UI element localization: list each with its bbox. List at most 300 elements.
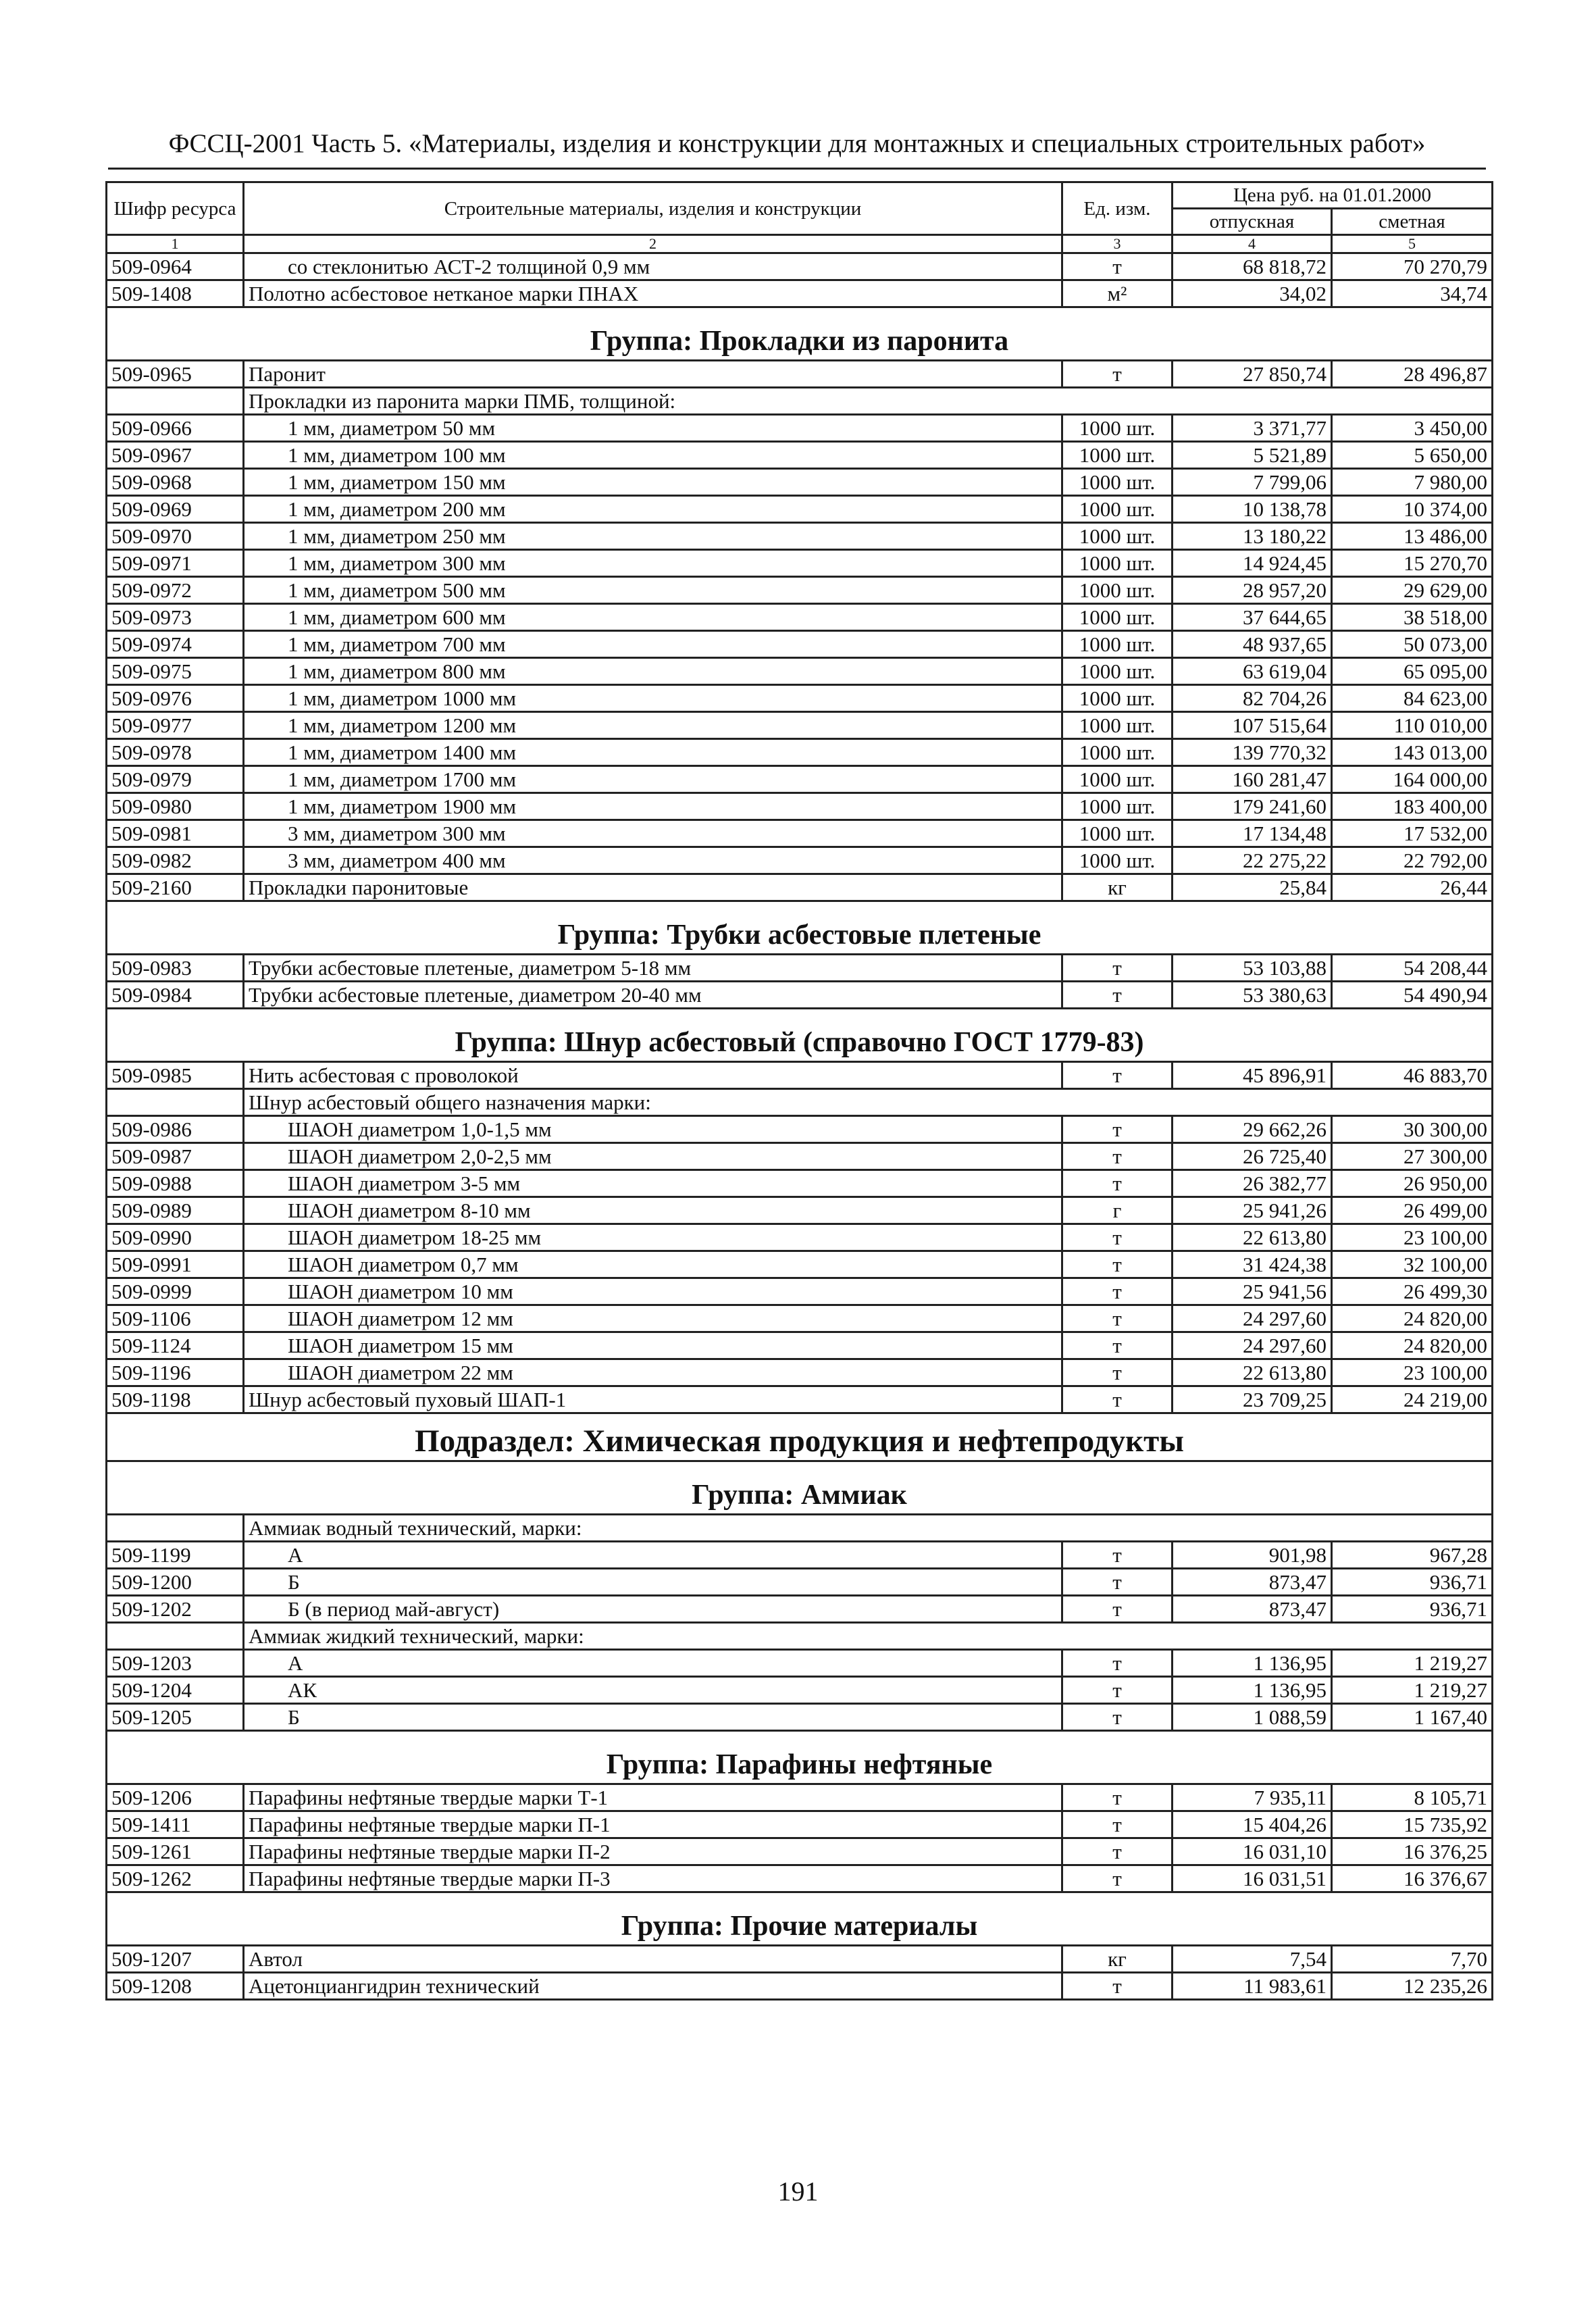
estimate-price: 26,44 (1332, 874, 1493, 901)
material-name: ШАОН диаметром 18-25 мм (244, 1224, 1062, 1251)
estimate-price: 12 235,26 (1332, 1973, 1493, 2000)
unit-of-measure: 1000 шт. (1062, 415, 1173, 442)
estimate-price: 23 100,00 (1332, 1359, 1493, 1386)
release-price: 5 521,89 (1173, 442, 1332, 469)
material-name: ШАОН диаметром 12 мм (244, 1305, 1062, 1332)
table-row (107, 820, 1493, 847)
table-row (107, 793, 1493, 820)
estimate-price: 28 496,87 (1332, 361, 1493, 388)
unit-of-measure: т (1062, 1359, 1173, 1386)
material-name: ШАОН диаметром 2,0-2,5 мм (244, 1143, 1062, 1170)
estimate-price: 22 792,00 (1332, 847, 1493, 874)
material-name: 1 мм, диаметром 700 мм (244, 631, 1062, 658)
release-price: 28 957,20 (1173, 577, 1332, 604)
unit-of-measure: 1000 шт. (1062, 442, 1173, 469)
resource-code: 509-0982 (107, 847, 244, 874)
subsection-heading-row (107, 1413, 1493, 1461)
resource-code: 509-0984 (107, 982, 244, 1009)
table-row (107, 469, 1493, 496)
material-name: 1 мм, диаметром 800 мм (244, 658, 1062, 685)
resource-code: 509-0989 (107, 1197, 244, 1224)
release-price: 82 704,26 (1173, 685, 1332, 712)
resource-code: 509-0972 (107, 577, 244, 604)
table-row (107, 523, 1493, 550)
release-price: 14 924,45 (1173, 550, 1332, 577)
material-name: Нить асбестовая с проволокой (244, 1062, 1062, 1089)
release-price: 873,47 (1173, 1596, 1332, 1623)
resource-code: 509-0990 (107, 1224, 244, 1251)
release-price: 22 275,22 (1173, 847, 1332, 874)
resource-code: 509-1208 (107, 1973, 244, 2000)
caption-row (107, 1623, 1493, 1650)
table-row (107, 1704, 1493, 1731)
table-row (107, 1596, 1493, 1623)
group-title: Группа: Трубки асбестовые плетеные (107, 901, 1493, 955)
caption-text: Аммиак жидкий технический, марки: (244, 1623, 1493, 1650)
resource-code: 509-0991 (107, 1251, 244, 1278)
unit-of-measure: 1000 шт. (1062, 820, 1173, 847)
release-price: 22 613,80 (1173, 1224, 1332, 1251)
resource-code: 509-0968 (107, 469, 244, 496)
page-header: ФССЦ-2001 Часть 5. «Материалы, изделия и конструкции для монтажных и специальных строительных работ» (108, 120, 1486, 170)
estimate-price: 8 105,71 (1332, 1784, 1493, 1811)
table-row (107, 712, 1493, 739)
estimate-price: 16 376,67 (1332, 1865, 1493, 1892)
estimate-price: 967,28 (1332, 1542, 1493, 1569)
unit-of-measure: т (1062, 1251, 1173, 1278)
material-name: ШАОН диаметром 15 мм (244, 1332, 1062, 1359)
material-name: Парафины нефтяные твердые марки П-1 (244, 1811, 1062, 1838)
release-price: 13 180,22 (1173, 523, 1332, 550)
group-title: Группа: Прокладки из паронита (107, 307, 1493, 361)
release-price: 26 382,77 (1173, 1170, 1332, 1197)
unit-of-measure: 1000 шт. (1062, 685, 1173, 712)
estimate-price: 54 490,94 (1332, 982, 1493, 1009)
material-name: ШАОН диаметром 3-5 мм (244, 1170, 1062, 1197)
table-row (107, 1332, 1493, 1359)
estimate-price: 7,70 (1332, 1946, 1493, 1973)
table-row (107, 280, 1493, 307)
table-row (107, 442, 1493, 469)
release-price: 11 983,61 (1173, 1973, 1332, 2000)
resource-code: 509-2160 (107, 874, 244, 901)
estimate-price: 143 013,00 (1332, 739, 1493, 766)
unit-of-measure: 1000 шт. (1062, 631, 1173, 658)
estimate-price: 23 100,00 (1332, 1224, 1493, 1251)
table-header (107, 182, 1493, 253)
release-price: 25,84 (1173, 874, 1332, 901)
estimate-price: 34,74 (1332, 280, 1493, 307)
unit-of-measure: 1000 шт. (1062, 658, 1173, 685)
column-header-release: отпускная (1173, 209, 1332, 235)
estimate-price: 29 629,00 (1332, 577, 1493, 604)
unit-of-measure: т (1062, 1811, 1173, 1838)
unit-of-measure: т (1062, 1542, 1173, 1569)
unit-of-measure: т (1062, 955, 1173, 982)
release-price: 26 725,40 (1173, 1143, 1332, 1170)
group-heading-row (107, 901, 1493, 955)
resource-code: 509-0999 (107, 1278, 244, 1305)
resource-code: 509-0975 (107, 658, 244, 685)
caption-row (107, 388, 1493, 415)
table-row (107, 658, 1493, 685)
table-row (107, 1143, 1493, 1170)
caption-row (107, 1089, 1493, 1116)
estimate-price: 27 300,00 (1332, 1143, 1493, 1170)
resource-code: 509-1124 (107, 1332, 244, 1359)
estimate-price: 183 400,00 (1332, 793, 1493, 820)
unit-of-measure: т (1062, 1865, 1173, 1892)
table-row (107, 1865, 1493, 1892)
resource-code: 509-0969 (107, 496, 244, 523)
caption-code-cell (107, 388, 244, 415)
group-heading-row (107, 1009, 1493, 1062)
material-name: Парафины нефтяные твердые марки П-3 (244, 1865, 1062, 1892)
resource-code: 509-1196 (107, 1359, 244, 1386)
unit-of-measure: 1000 шт. (1062, 604, 1173, 631)
release-price: 53 380,63 (1173, 982, 1332, 1009)
material-name: ШАОН диаметром 22 мм (244, 1359, 1062, 1386)
material-name: со стеклонитью АСТ-2 толщиной 0,9 мм (244, 253, 1062, 280)
group-heading-row (107, 1892, 1493, 1946)
unit-of-measure: т (1062, 1677, 1173, 1704)
group-heading-row (107, 307, 1493, 361)
resource-code: 509-0964 (107, 253, 244, 280)
resource-code: 509-0986 (107, 1116, 244, 1143)
estimate-price: 38 518,00 (1332, 604, 1493, 631)
material-name: 1 мм, диаметром 500 мм (244, 577, 1062, 604)
unit-of-measure: т (1062, 1062, 1173, 1089)
estimate-price: 936,71 (1332, 1569, 1493, 1596)
material-name: Автол (244, 1946, 1062, 1973)
table-row (107, 415, 1493, 442)
table-row (107, 1677, 1493, 1704)
estimate-price: 5 650,00 (1332, 442, 1493, 469)
estimate-price: 1 219,27 (1332, 1650, 1493, 1677)
material-name: А (244, 1650, 1062, 1677)
estimate-price: 32 100,00 (1332, 1251, 1493, 1278)
estimate-price: 10 374,00 (1332, 496, 1493, 523)
unit-of-measure: т (1062, 1278, 1173, 1305)
release-price: 29 662,26 (1173, 1116, 1332, 1143)
release-price: 63 619,04 (1173, 658, 1332, 685)
resource-code: 509-1204 (107, 1677, 244, 1704)
group-title: Группа: Шнур асбестовый (справочно ГОСТ 1779-83) (107, 1009, 1493, 1062)
column-header-code: Шифр ресурса (107, 182, 244, 235)
release-price: 37 644,65 (1173, 604, 1332, 631)
unit-of-measure: 1000 шт. (1062, 577, 1173, 604)
material-name: ШАОН диаметром 0,7 мм (244, 1251, 1062, 1278)
material-name: ШАОН диаметром 10 мм (244, 1278, 1062, 1305)
unit-of-measure: м² (1062, 280, 1173, 307)
material-name: 1 мм, диаметром 1700 мм (244, 766, 1062, 793)
caption-row (107, 1515, 1493, 1542)
release-price: 7,54 (1173, 1946, 1332, 1973)
group-heading-row (107, 1731, 1493, 1784)
resource-code: 509-0980 (107, 793, 244, 820)
release-price: 1 136,95 (1173, 1677, 1332, 1704)
release-price: 31 424,38 (1173, 1251, 1332, 1278)
unit-of-measure: 1000 шт. (1062, 469, 1173, 496)
estimate-price: 26 950,00 (1332, 1170, 1493, 1197)
material-name: 1 мм, диаметром 1000 мм (244, 685, 1062, 712)
resource-code: 509-1200 (107, 1569, 244, 1596)
table-row (107, 631, 1493, 658)
release-price: 10 138,78 (1173, 496, 1332, 523)
estimate-price: 65 095,00 (1332, 658, 1493, 685)
resource-code: 509-1106 (107, 1305, 244, 1332)
release-price: 7 799,06 (1173, 469, 1332, 496)
unit-of-measure: 1000 шт. (1062, 550, 1173, 577)
resource-code: 509-0967 (107, 442, 244, 469)
price-table-container (105, 181, 1491, 2001)
resource-code: 509-1198 (107, 1386, 244, 1413)
release-price: 160 281,47 (1173, 766, 1332, 793)
resource-code: 509-1206 (107, 1784, 244, 1811)
table-row (107, 1062, 1493, 1089)
unit-of-measure: т (1062, 1838, 1173, 1865)
resource-code: 509-0987 (107, 1143, 244, 1170)
table-row (107, 1973, 1493, 2000)
table-row (107, 955, 1493, 982)
material-name: 1 мм, диаметром 600 мм (244, 604, 1062, 631)
estimate-price: 7 980,00 (1332, 469, 1493, 496)
unit-of-measure: т (1062, 1704, 1173, 1731)
release-price: 25 941,26 (1173, 1197, 1332, 1224)
resource-code: 509-0966 (107, 415, 244, 442)
release-price: 45 896,91 (1173, 1062, 1332, 1089)
release-price: 24 297,60 (1173, 1305, 1332, 1332)
material-name: АК (244, 1677, 1062, 1704)
table-row (107, 1946, 1493, 1973)
unit-of-measure: т (1062, 1784, 1173, 1811)
unit-of-measure: кг (1062, 874, 1173, 901)
price-table (105, 181, 1493, 2001)
resource-code: 509-1207 (107, 1946, 244, 1973)
release-price: 15 404,26 (1173, 1811, 1332, 1838)
column-header-price: Цена руб. на 01.01.2000 (1173, 182, 1493, 209)
unit-of-measure: т (1062, 1305, 1173, 1332)
estimate-price: 24 820,00 (1332, 1332, 1493, 1359)
resource-code: 509-0985 (107, 1062, 244, 1089)
resource-code: 509-0983 (107, 955, 244, 982)
estimate-price: 936,71 (1332, 1596, 1493, 1623)
unit-of-measure: т (1062, 1650, 1173, 1677)
unit-of-measure: т (1062, 1224, 1173, 1251)
resource-code: 509-0974 (107, 631, 244, 658)
estimate-price: 16 376,25 (1332, 1838, 1493, 1865)
resource-code: 509-1199 (107, 1542, 244, 1569)
material-name: 1 мм, диаметром 250 мм (244, 523, 1062, 550)
release-price: 34,02 (1173, 280, 1332, 307)
material-name: 1 мм, диаметром 1200 мм (244, 712, 1062, 739)
unit-of-measure: т (1062, 1973, 1173, 2000)
material-name: Трубки асбестовые плетеные, диаметром 20-40 мм (244, 982, 1062, 1009)
table-body (107, 253, 1493, 2000)
caption-code-cell (107, 1623, 244, 1650)
caption-code-cell (107, 1515, 244, 1542)
material-name: 1 мм, диаметром 100 мм (244, 442, 1062, 469)
table-row (107, 1838, 1493, 1865)
material-name: ШАОН диаметром 1,0-1,5 мм (244, 1116, 1062, 1143)
estimate-price: 17 532,00 (1332, 820, 1493, 847)
unit-of-measure: 1000 шт. (1062, 739, 1173, 766)
estimate-price: 15 735,92 (1332, 1811, 1493, 1838)
release-price: 25 941,56 (1173, 1278, 1332, 1305)
unit-of-measure: 1000 шт. (1062, 847, 1173, 874)
column-number: 2 (244, 235, 1062, 253)
unit-of-measure: т (1062, 253, 1173, 280)
table-row (107, 847, 1493, 874)
resource-code: 509-0981 (107, 820, 244, 847)
unit-of-measure: т (1062, 1569, 1173, 1596)
page-number: 191 (777, 2176, 819, 2207)
resource-code: 509-0988 (107, 1170, 244, 1197)
estimate-price: 70 270,79 (1332, 253, 1493, 280)
release-price: 107 515,64 (1173, 712, 1332, 739)
material-name: Б (в период май-август) (244, 1596, 1062, 1623)
estimate-price: 15 270,70 (1332, 550, 1493, 577)
table-row (107, 253, 1493, 280)
material-name: ШАОН диаметром 8-10 мм (244, 1197, 1062, 1224)
estimate-price: 24 219,00 (1332, 1386, 1493, 1413)
unit-of-measure: т (1062, 1386, 1173, 1413)
resource-code: 509-0977 (107, 712, 244, 739)
resource-code: 509-0979 (107, 766, 244, 793)
column-number: 5 (1332, 235, 1493, 253)
material-name: 1 мм, диаметром 50 мм (244, 415, 1062, 442)
release-price: 179 241,60 (1173, 793, 1332, 820)
estimate-price: 24 820,00 (1332, 1305, 1493, 1332)
estimate-price: 30 300,00 (1332, 1116, 1493, 1143)
table-row (107, 1650, 1493, 1677)
resource-code: 509-0965 (107, 361, 244, 388)
material-name: Прокладки паронитовые (244, 874, 1062, 901)
column-header-name: Строительные материалы, изделия и конструкции (244, 182, 1062, 235)
table-row (107, 1784, 1493, 1811)
material-name: Б (244, 1569, 1062, 1596)
material-name: 1 мм, диаметром 150 мм (244, 469, 1062, 496)
unit-of-measure: 1000 шт. (1062, 496, 1173, 523)
unit-of-measure: 1000 шт. (1062, 766, 1173, 793)
table-row (107, 604, 1493, 631)
material-name: Б (244, 1704, 1062, 1731)
caption-text: Шнур асбестовый общего назначения марки: (244, 1089, 1493, 1116)
resource-code: 509-1408 (107, 280, 244, 307)
release-price: 16 031,51 (1173, 1865, 1332, 1892)
group-title: Группа: Прочие материалы (107, 1892, 1493, 1946)
table-row (107, 1278, 1493, 1305)
release-price: 53 103,88 (1173, 955, 1332, 982)
material-name: Полотно асбестовое нетканое марки ПНАХ (244, 280, 1062, 307)
table-row (107, 1116, 1493, 1143)
caption-text: Прокладки из паронита марки ПМБ, толщиной: (244, 388, 1493, 415)
table-row (107, 1359, 1493, 1386)
release-price: 139 770,32 (1173, 739, 1332, 766)
unit-of-measure: т (1062, 1332, 1173, 1359)
resource-code: 509-0978 (107, 739, 244, 766)
release-price: 24 297,60 (1173, 1332, 1332, 1359)
estimate-price: 1 219,27 (1332, 1677, 1493, 1704)
table-row (107, 1305, 1493, 1332)
material-name: Парафины нефтяные твердые марки Т-1 (244, 1784, 1062, 1811)
estimate-price: 54 208,44 (1332, 955, 1493, 982)
material-name: 1 мм, диаметром 300 мм (244, 550, 1062, 577)
material-name: Ацетонциангидрин технический (244, 1973, 1062, 2000)
resource-code: 509-0973 (107, 604, 244, 631)
material-name: 1 мм, диаметром 1400 мм (244, 739, 1062, 766)
column-number: 4 (1173, 235, 1332, 253)
release-price: 3 371,77 (1173, 415, 1332, 442)
release-price: 7 935,11 (1173, 1784, 1332, 1811)
material-name: Трубки асбестовые плетеные, диаметром 5-18 мм (244, 955, 1062, 982)
table-row (107, 1197, 1493, 1224)
material-name: 3 мм, диаметром 300 мм (244, 820, 1062, 847)
resource-code: 509-1205 (107, 1704, 244, 1731)
unit-of-measure: т (1062, 361, 1173, 388)
unit-of-measure: т (1062, 1143, 1173, 1170)
release-price: 48 937,65 (1173, 631, 1332, 658)
table-row (107, 1224, 1493, 1251)
group-title: Группа: Аммиак (107, 1461, 1493, 1515)
caption-code-cell (107, 1089, 244, 1116)
material-name: 3 мм, диаметром 400 мм (244, 847, 1062, 874)
material-name: 1 мм, диаметром 1900 мм (244, 793, 1062, 820)
table-row (107, 550, 1493, 577)
resource-code: 509-0971 (107, 550, 244, 577)
estimate-price: 26 499,30 (1332, 1278, 1493, 1305)
table-row (107, 496, 1493, 523)
resource-code: 509-1262 (107, 1865, 244, 1892)
table-row (107, 1386, 1493, 1413)
caption-text: Аммиак водный технический, марки: (244, 1515, 1493, 1542)
resource-code: 509-0976 (107, 685, 244, 712)
subsection-title: Подраздел: Химическая продукция и нефтепродукты (107, 1413, 1493, 1461)
material-name: Шнур асбестовый пуховый ШАП-1 (244, 1386, 1062, 1413)
table-row (107, 874, 1493, 901)
unit-of-measure: 1000 шт. (1062, 523, 1173, 550)
resource-code: 509-1202 (107, 1596, 244, 1623)
table-row (107, 982, 1493, 1009)
group-title: Группа: Парафины нефтяные (107, 1731, 1493, 1784)
material-name: А (244, 1542, 1062, 1569)
table-row (107, 1251, 1493, 1278)
estimate-price: 1 167,40 (1332, 1704, 1493, 1731)
column-header-unit: Ед. изм. (1062, 182, 1173, 235)
unit-of-measure: т (1062, 1596, 1173, 1623)
release-price: 873,47 (1173, 1569, 1332, 1596)
table-row (107, 361, 1493, 388)
estimate-price: 110 010,00 (1332, 712, 1493, 739)
unit-of-measure: кг (1062, 1946, 1173, 1973)
material-name: Парафины нефтяные твердые марки П-2 (244, 1838, 1062, 1865)
table-row (107, 739, 1493, 766)
resource-code: 509-1261 (107, 1838, 244, 1865)
release-price: 901,98 (1173, 1542, 1332, 1569)
table-row (107, 1811, 1493, 1838)
column-header-estimate: сметная (1332, 209, 1493, 235)
release-price: 22 613,80 (1173, 1359, 1332, 1386)
table-row (107, 766, 1493, 793)
release-price: 16 031,10 (1173, 1838, 1332, 1865)
release-price: 68 818,72 (1173, 253, 1332, 280)
release-price: 1 136,95 (1173, 1650, 1332, 1677)
estimate-price: 13 486,00 (1332, 523, 1493, 550)
estimate-price: 84 623,00 (1332, 685, 1493, 712)
material-name: 1 мм, диаметром 200 мм (244, 496, 1062, 523)
table-row (107, 685, 1493, 712)
table-row (107, 1542, 1493, 1569)
